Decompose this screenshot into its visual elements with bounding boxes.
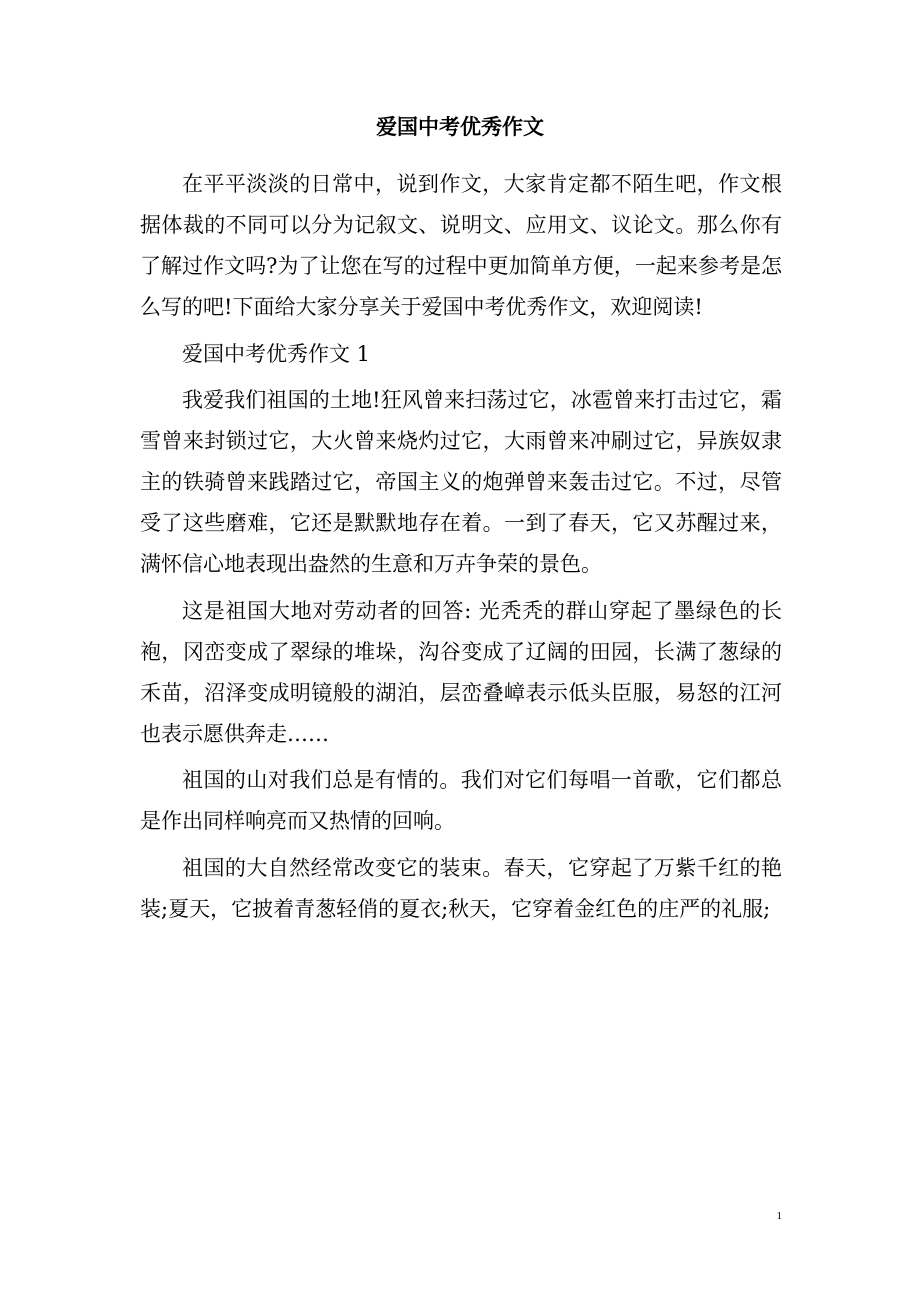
intro-paragraph: 在平平淡淡的日常中，说到作文，大家肯定都不陌生吧，作文根据体裁的不同可以分为记叙文、说明文、应用文、议论文。那么你有了解过作文吗?为了让您在写的过程中更加简单方便，一起来参考是怎么写的吧!下面给大家分享关于爱国中考优秀作文，欢迎阅读! [140, 172, 782, 319]
essay-heading: 爱国中考优秀作文 1 [182, 341, 371, 366]
body-paragraph: 我爱我们祖国的土地!狂风曾来扫荡过它，冰雹曾来打击过它，霜雪曾来封锁过它，大火曾来烧灼过它，大雨曾来冲刷过它，异族奴隶主的铁骑曾来践踏过它，帝国主义的炮弹曾来轰击过它。不过，尽管受了这些磨难，它还是默默地存在着。一到了春天，它又苏醒过来，满怀信心地表现出盎然的生意和万卉争荣的景色。 [140, 388, 782, 576]
body-paragraph: 祖国的山对我们总是有情的。我们对它们每唱一首歌，它们都总是作出同样响亮而又热情的回响。 [140, 768, 782, 833]
body-paragraph: 祖国的大自然经常改变它的装束。春天，它穿起了万紫千红的艳装;夏天，它披着青葱轻俏的夏衣;秋天，它穿着金红色的庄严的礼服; [140, 855, 782, 921]
body-paragraph: 这是祖国大地对劳动者的回答: 光秃秃的群山穿起了墨绿色的长袍，冈峦变成了翠绿的堆垛，沟谷变成了辽阔的田园，长满了葱绿的禾苗，沼泽变成明镜般的湖泊，层峦叠嶂表示低头臣服，易怒的江河也表示愿供奔走…… [140, 598, 782, 746]
document-body [140, 164, 782, 935]
page-number: 1 [776, 1210, 782, 1222]
document-title: 爱国中考优秀作文 [376, 114, 544, 139]
